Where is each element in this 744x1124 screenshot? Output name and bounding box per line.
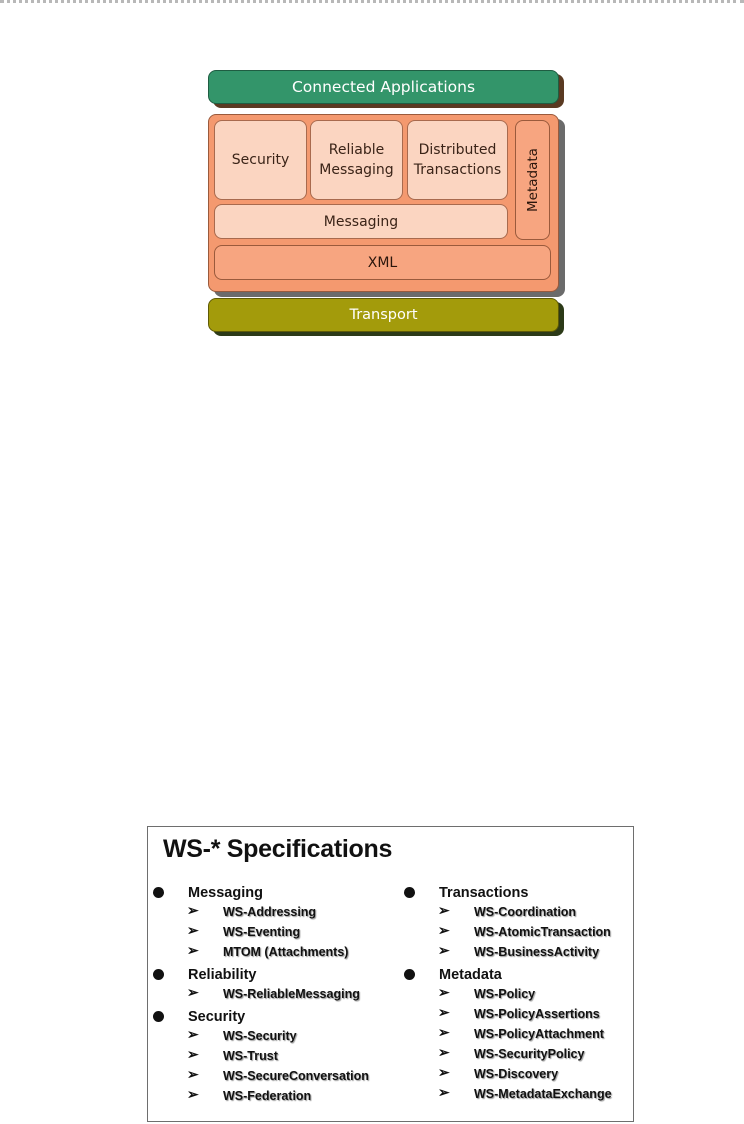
spec-group — [153, 967, 369, 1007]
ws-stack-diagram — [0, 0, 744, 360]
spec-item-list — [153, 1026, 369, 1109]
arrowhead-bullet-icon: ➢ — [438, 1084, 450, 1100]
arrowhead-bullet-icon: ➢ — [187, 922, 199, 938]
filled-circle-bullet-icon — [153, 887, 164, 898]
arrowhead-bullet-icon: ➢ — [438, 1044, 450, 1060]
spec-group — [153, 885, 369, 965]
spec-list-item — [404, 984, 612, 1007]
metadata-block — [515, 120, 550, 240]
spec-list-item — [153, 984, 369, 1007]
spec-list-item — [404, 942, 612, 965]
spec-list-item — [404, 1044, 612, 1067]
spec-list-item-text: WS-Addressing — [223, 905, 317, 919]
spec-list-item — [153, 1066, 369, 1089]
spec-list-item-text: WS-Policy — [474, 987, 536, 1001]
spec-list-item-text: WS-PolicyAssertions — [474, 1007, 600, 1021]
spec-list-item-text: WS-Security — [223, 1029, 297, 1043]
spec-list-item — [404, 902, 612, 925]
spec-group-heading — [153, 885, 369, 905]
spec-group — [404, 967, 612, 1107]
spec-list-item-text: MTOM (Attachments) — [223, 945, 349, 959]
spec-box-title: WS-* Specifications — [163, 835, 393, 863]
spec-list-item-text: WS-SecurityPolicy — [474, 1047, 585, 1061]
transport-layer: Transport — [208, 298, 559, 332]
spec-list-item-text: WS-SecureConversation — [223, 1069, 369, 1083]
spec-list-item-text: WS-BusinessActivity — [474, 945, 600, 959]
arrowhead-bullet-icon: ➢ — [438, 1004, 450, 1020]
arrowhead-bullet-icon: ➢ — [187, 1046, 199, 1062]
arrowhead-bullet-icon: ➢ — [187, 1026, 199, 1042]
spec-group — [153, 1009, 369, 1109]
spec-list-item-text: WS-Eventing — [223, 925, 301, 939]
connected-applications-layer: Connected Applications — [208, 70, 559, 104]
metadata-label: Metadata — [524, 148, 541, 212]
spec-item-list — [404, 902, 612, 965]
spec-item-list — [153, 984, 369, 1007]
xml-block: XML — [214, 245, 551, 280]
spec-list-item-text: WS-PolicyAttachment — [474, 1027, 604, 1041]
spec-list-item — [404, 1024, 612, 1047]
spec-list-item — [153, 922, 369, 945]
spec-list-item — [153, 1046, 369, 1069]
arrowhead-bullet-icon: ➢ — [438, 942, 450, 958]
spec-list-item — [153, 942, 369, 965]
spec-list-item-text: WS-MetadataExchange — [474, 1087, 612, 1101]
spec-right-column — [404, 885, 612, 1109]
spec-list-item — [153, 1086, 369, 1109]
spec-group-heading-text: Reliability — [188, 967, 257, 983]
arrowhead-bullet-icon: ➢ — [438, 922, 450, 938]
arrowhead-bullet-icon: ➢ — [187, 1066, 199, 1082]
filled-circle-bullet-icon — [404, 969, 415, 980]
security-block: Security — [214, 120, 307, 200]
spec-list-item — [404, 922, 612, 945]
arrowhead-bullet-icon: ➢ — [438, 1024, 450, 1040]
distributed-transactions-block: Distributed Transactions — [407, 120, 508, 200]
spec-group-heading — [404, 967, 612, 987]
arrowhead-bullet-icon: ➢ — [438, 902, 450, 918]
spec-left-column — [153, 885, 369, 1111]
filled-circle-bullet-icon — [404, 887, 415, 898]
arrowhead-bullet-icon: ➢ — [187, 902, 199, 918]
filled-circle-bullet-icon — [153, 969, 164, 980]
spec-list-item-text: WS-Coordination — [474, 905, 577, 919]
arrowhead-bullet-icon: ➢ — [438, 1064, 450, 1080]
spec-list-item — [404, 1004, 612, 1027]
spec-list-item-text: WS-AtomicTransaction — [474, 925, 611, 939]
spec-list-item — [404, 1064, 612, 1087]
spec-group-heading-text: Messaging — [188, 885, 263, 901]
reliable-messaging-block: Reliable Messaging — [310, 120, 403, 200]
spec-group-heading-text: Metadata — [439, 967, 502, 983]
spec-list-item-text: WS-Trust — [223, 1049, 278, 1063]
spec-item-list — [153, 902, 369, 965]
spec-group-heading-text: Transactions — [439, 885, 529, 901]
spec-group-heading — [153, 1009, 369, 1029]
spec-list-item — [404, 1084, 612, 1107]
spec-group-heading — [153, 967, 369, 987]
messaging-block: Messaging — [214, 204, 508, 239]
spec-list-item — [153, 902, 369, 925]
arrowhead-bullet-icon: ➢ — [187, 942, 199, 958]
spec-group — [404, 885, 612, 965]
filled-circle-bullet-icon — [153, 1011, 164, 1022]
spec-list-item-text: WS-ReliableMessaging — [223, 987, 360, 1001]
arrowhead-bullet-icon: ➢ — [438, 984, 450, 1000]
ws-specifications-box — [147, 826, 634, 1122]
spec-list-item-text: WS-Federation — [223, 1089, 312, 1103]
arrowhead-bullet-icon: ➢ — [187, 1086, 199, 1102]
spec-list-item-text: WS-Discovery — [474, 1067, 559, 1081]
spec-group-heading — [404, 885, 612, 905]
spec-group-heading-text: Security — [188, 1009, 246, 1025]
spec-item-list — [404, 984, 612, 1107]
spec-list-item — [153, 1026, 369, 1049]
arrowhead-bullet-icon: ➢ — [187, 984, 199, 1000]
